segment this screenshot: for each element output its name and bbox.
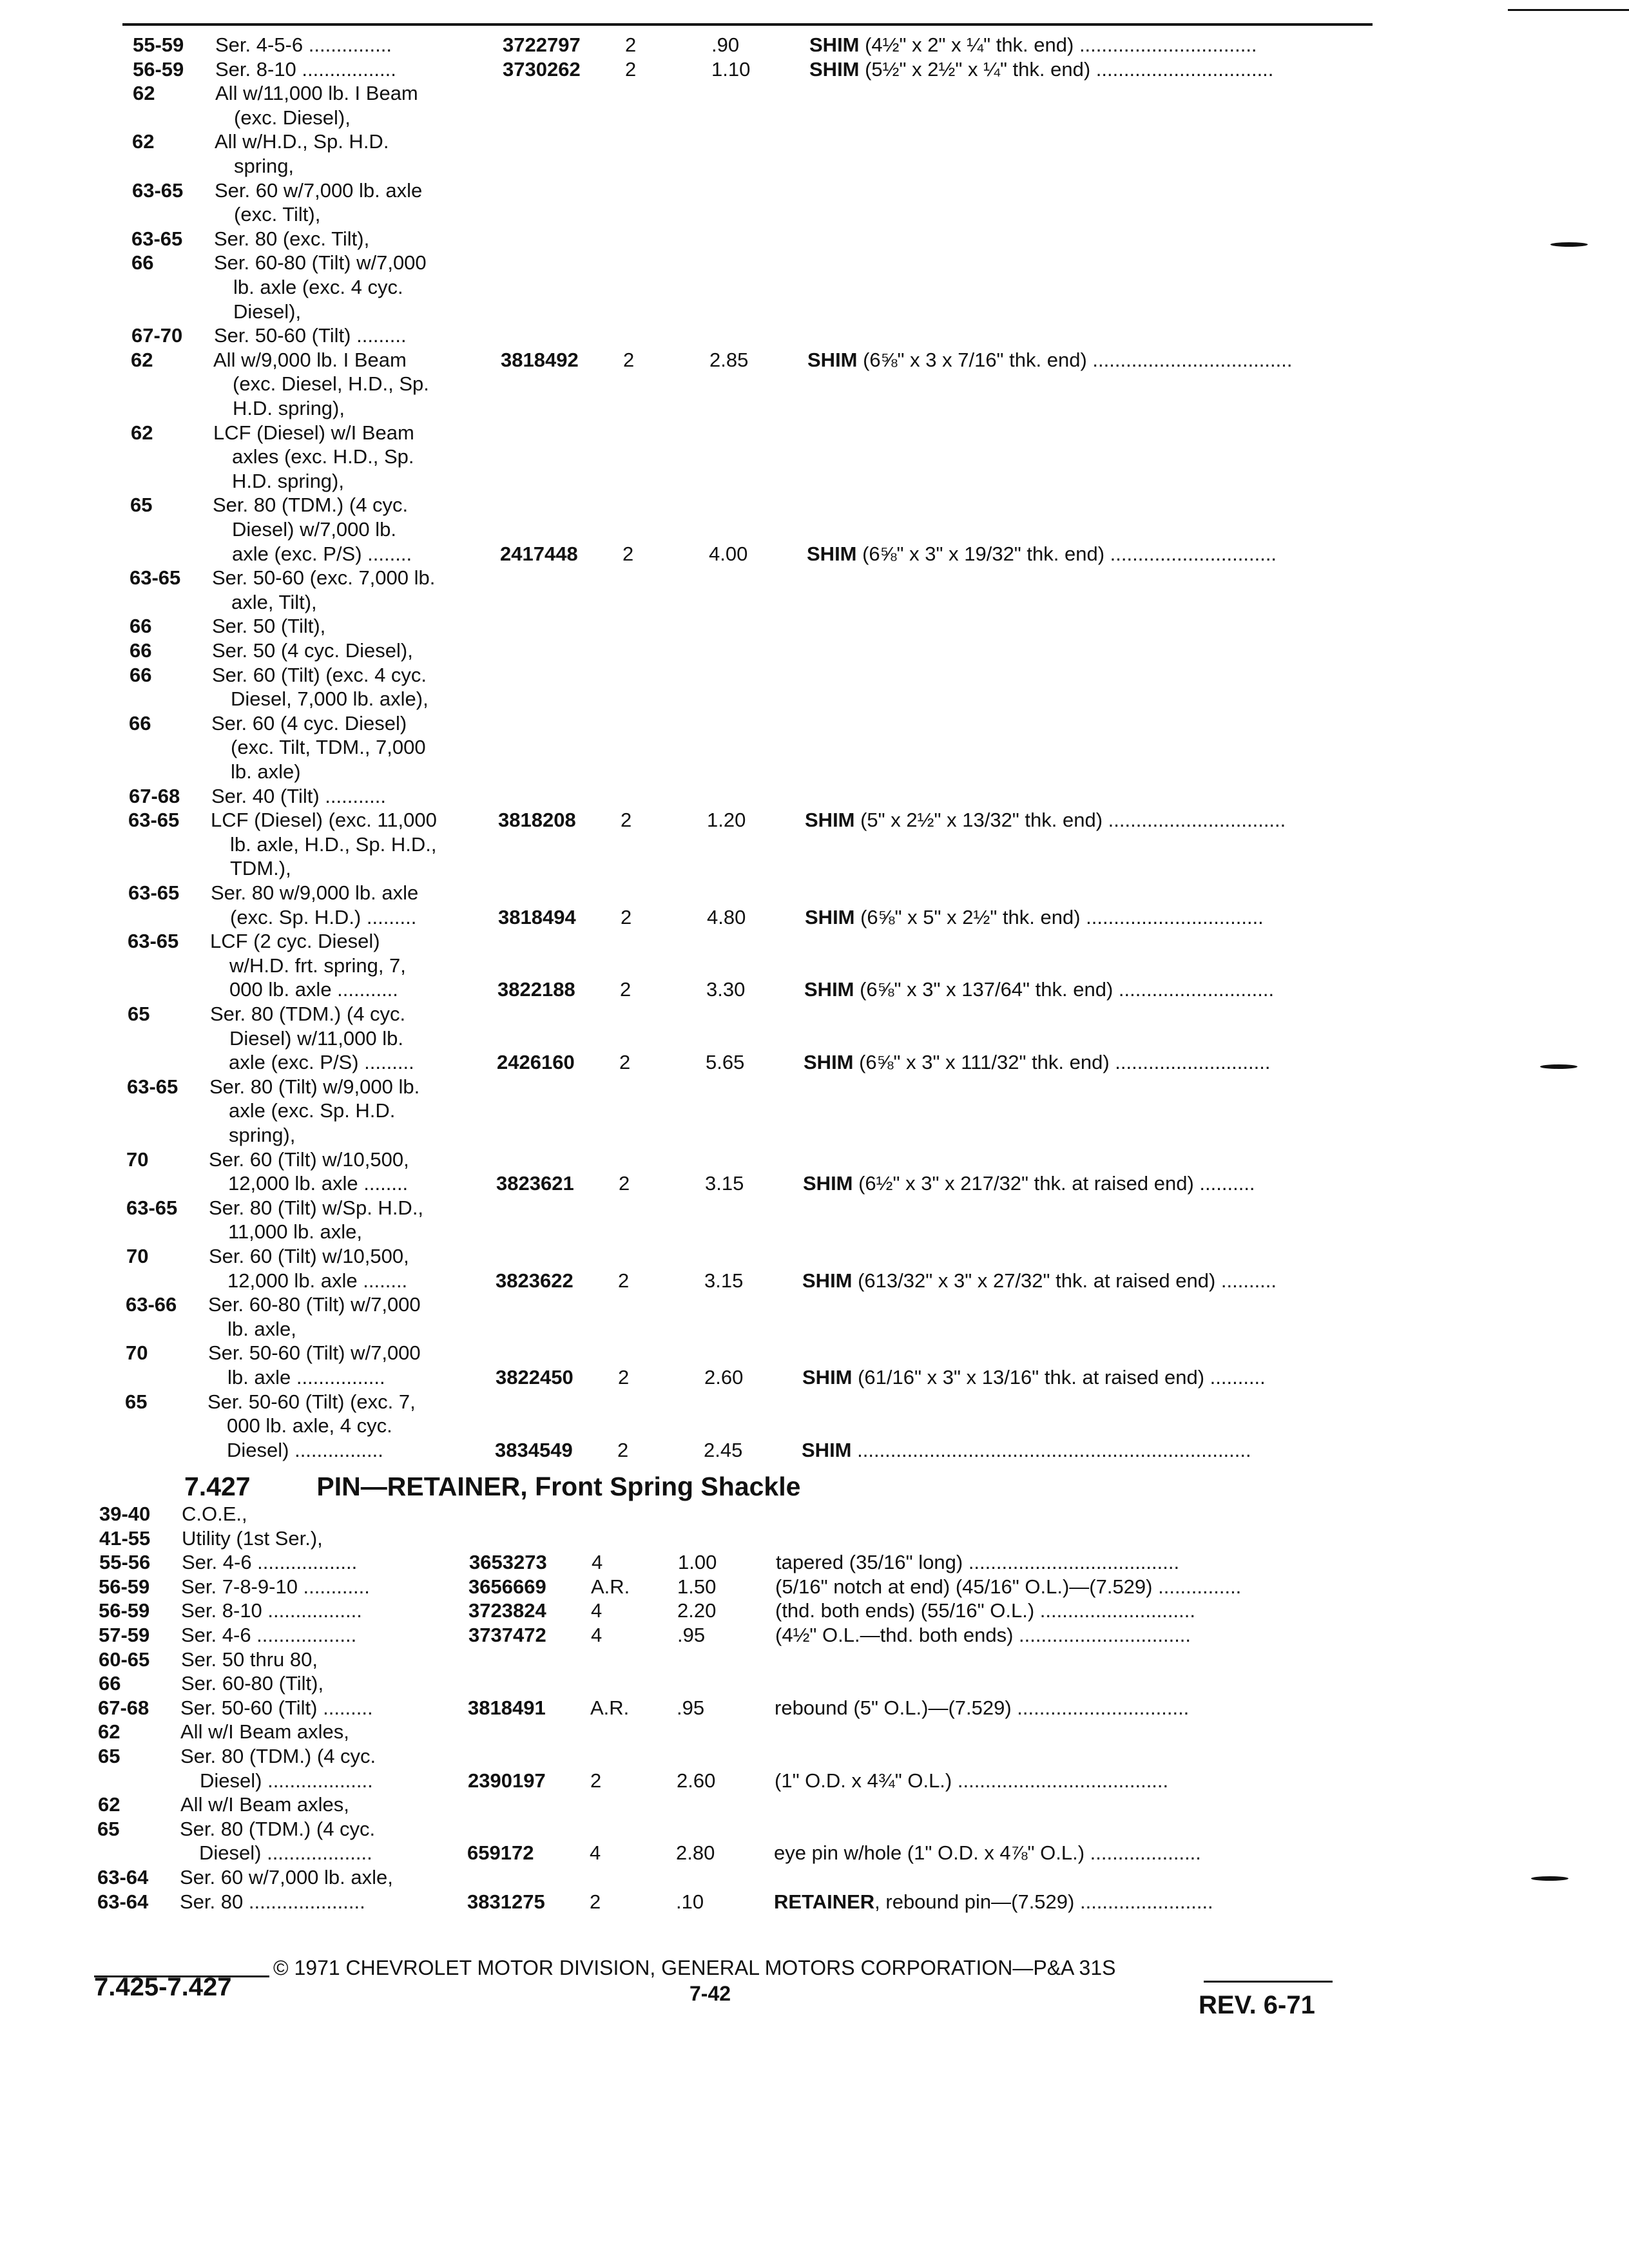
model-applicability: Diesel) w/7,000 lb. (232, 518, 397, 541)
model-applicability: axle (exc. Sp. H.D. (229, 1099, 396, 1122)
footer-right-rule (1204, 1981, 1333, 1983)
model-applicability: Ser. 80 w/9,000 lb. axle (211, 881, 419, 904)
model-applicability: lb. axle ................ (227, 1366, 385, 1389)
model-applicability: lb. axle, H.D., Sp. H.D., (230, 832, 437, 856)
section-heading (184, 1472, 800, 1502)
model-applicability: Ser. 60 (4 cyc. Diesel) (211, 711, 407, 735)
model-applicability: Ser. 50 (Tilt), (212, 615, 326, 638)
model-applicability: Ser. 60-80 (Tilt), (181, 1672, 324, 1695)
model-applicability: LCF (Diesel) (exc. 11,000 (211, 809, 437, 832)
model-year: 66 (131, 251, 154, 274)
quantity: 2 (622, 542, 634, 565)
model-applicability: (exc. Tilt), (234, 203, 321, 226)
model-year: 65 (128, 1003, 150, 1025)
model-applicability: All w/11,000 lb. I Beam (215, 82, 418, 105)
model-applicability: C.O.E., (182, 1503, 247, 1525)
price: 5.65 (706, 1051, 745, 1074)
model-year: 63-64 (97, 1866, 149, 1888)
model-applicability: 000 lb. axle ........... (229, 978, 398, 1001)
model-year: 66 (129, 711, 151, 735)
model-applicability: Ser. 8-10 ................. (181, 1599, 362, 1622)
part-number: 3722797 (503, 34, 581, 56)
part-number: 3818494 (498, 905, 576, 928)
part-number: 3831275 (467, 1890, 545, 1913)
price: 2.80 (676, 1841, 715, 1865)
model-applicability: Ser. 80 ..................... (180, 1890, 365, 1913)
quantity: 2 (623, 348, 635, 371)
model-applicability: All w/9,000 lb. I Beam (213, 348, 407, 371)
model-year: 56-59 (99, 1599, 150, 1622)
part-number: 3730262 (503, 57, 581, 81)
quantity: 2 (621, 809, 632, 832)
part-description: SHIM (61/16" x 3" x 13/16" thk. at raised end) .......... (802, 1366, 1266, 1389)
model-applicability: lb. axle (exc. 4 cyc. (233, 276, 403, 298)
part-number: 3656669 (468, 1575, 546, 1598)
part-number: 3737472 (468, 1624, 546, 1646)
part-description: SHIM (6½" x 3" x 217/32" thk. at raised end) .......... (803, 1172, 1255, 1195)
model-applicability: Ser. 7-8-9-10 ............ (181, 1575, 370, 1598)
part-number: 659172 (467, 1841, 534, 1865)
model-applicability: Ser. 60-80 (Tilt) w/7,000 (208, 1293, 421, 1316)
model-applicability: (exc. Sp. H.D.) ......... (230, 905, 417, 928)
model-applicability: All w/I Beam axles, (180, 1793, 349, 1816)
model-year: 39-40 (99, 1503, 151, 1525)
quantity: 2 (618, 1269, 630, 1292)
quantity: 2 (617, 1438, 629, 1461)
model-applicability: Diesel) ................ (227, 1438, 383, 1461)
model-year: 63-65 (128, 809, 180, 832)
model-applicability: All w/H.D., Sp. H.D. (215, 130, 389, 153)
top-rule (122, 23, 1373, 26)
price: 1.10 (711, 57, 751, 81)
quantity: A.R. (590, 1696, 630, 1719)
model-applicability: Ser. 50-60 (Tilt) ......... (214, 324, 407, 347)
model-applicability: TDM.), (230, 857, 291, 880)
part-number: 2426160 (497, 1051, 575, 1074)
model-year: 66 (99, 1672, 121, 1695)
model-applicability: Ser. 50-60 (exc. 7,000 lb. (212, 566, 436, 590)
part-description: SHIM (6⅝" x 3" x 137/64" thk. end) ............................ (804, 978, 1275, 1001)
quantity: 4 (591, 1599, 602, 1622)
price: 2.60 (704, 1366, 744, 1389)
model-applicability: Ser. 60 (Tilt) (exc. 4 cyc. (212, 663, 427, 686)
price: .90 (711, 34, 740, 56)
model-year: 55-59 (133, 34, 184, 56)
footer-revision: REV. 6-71 (1199, 1991, 1315, 2019)
model-year: 60-65 (99, 1648, 150, 1671)
model-applicability: (exc. Tilt, TDM., 7,000 (231, 736, 426, 759)
model-applicability: 12,000 lb. axle ........ (228, 1172, 409, 1195)
part-description: SHIM (6⅝" x 3" x 111/32" thk. end) ............................ (804, 1051, 1271, 1074)
price: 2.20 (677, 1599, 717, 1622)
part-description: SHIM (6⅝" x 5" x 2½" thk. end) ................................ (805, 905, 1264, 928)
model-applicability: axle, Tilt), (231, 590, 317, 613)
model-year: 67-68 (98, 1696, 149, 1719)
footer-copyright: © 1971 CHEVROLET MOTOR DIVISION, GENERAL MOTORS CORPORATION—P&A 31S (273, 1956, 1116, 1979)
model-applicability: LCF (Diesel) w/I Beam (213, 421, 414, 444)
model-applicability: lb. axle, (227, 1317, 296, 1340)
price: 1.20 (707, 809, 746, 832)
model-applicability: Ser. 4-5-6 ............... (215, 34, 392, 56)
model-year: 70 (126, 1245, 149, 1267)
model-applicability: All w/I Beam axles, (180, 1720, 349, 1744)
part-number: 3822450 (496, 1366, 574, 1389)
model-applicability: Ser. 60-80 (Tilt) w/7,000 (214, 251, 427, 274)
model-applicability: Ser. 4-6 .................. (181, 1624, 357, 1646)
model-year: 62 (98, 1793, 120, 1816)
model-year: 63-65 (128, 881, 180, 904)
model-year: 41-55 (99, 1526, 151, 1550)
model-year: 65 (130, 494, 153, 517)
part-description: SHIM (613/32" x 3" x 27/32" thk. at raised end) .......... (802, 1269, 1277, 1292)
model-year: 57-59 (99, 1624, 150, 1646)
model-year: 65 (98, 1745, 120, 1767)
model-year: 65 (125, 1390, 148, 1413)
model-year: 62 (133, 82, 155, 105)
price: .95 (677, 1696, 705, 1719)
price: 1.50 (677, 1575, 717, 1598)
model-year: 62 (131, 421, 153, 444)
part-description: tapered (35/16" long) ...................................... (776, 1551, 1180, 1574)
part-description: SHIM (5" x 2½" x 13/32" thk. end) ................................ (805, 809, 1286, 832)
model-applicability: Ser. 50-60 (Tilt) w/7,000 (208, 1341, 421, 1365)
model-applicability: Ser. 80 (exc. Tilt), (214, 227, 370, 250)
top-right-rule (1508, 9, 1629, 11)
price: 2.60 (677, 1769, 716, 1792)
model-applicability: Ser. 50 (4 cyc. Diesel), (212, 639, 413, 662)
price: .10 (676, 1890, 704, 1913)
model-year: 66 (130, 639, 152, 662)
price: 1.00 (678, 1551, 717, 1574)
model-applicability: (exc. Diesel), (234, 106, 351, 129)
binding-mark (1540, 1064, 1577, 1069)
part-description: SHIM (5½" x 2½" x ¼" thk. end) ................................ (809, 57, 1274, 81)
model-applicability: Diesel) w/11,000 lb. (229, 1026, 403, 1050)
model-applicability: lb. axle) (231, 760, 301, 783)
model-applicability: Diesel) ................... (200, 1769, 373, 1792)
model-year: 63-65 (130, 566, 181, 590)
model-year: 55-56 (99, 1551, 151, 1574)
model-year: 70 (126, 1341, 148, 1365)
model-year: 63-66 (126, 1293, 177, 1316)
model-year: 66 (130, 663, 152, 686)
model-applicability: Diesel, 7,000 lb. axle), (231, 687, 429, 711)
price: 4.80 (707, 905, 746, 928)
quantity: 2 (620, 978, 631, 1001)
quantity: 2 (619, 1051, 631, 1074)
quantity: A.R. (591, 1575, 630, 1598)
part-description: eye pin w/hole (1" O.D. x 4⅞" O.L.) .................... (774, 1841, 1201, 1865)
quantity: 2 (625, 34, 637, 56)
model-year: 66 (130, 615, 152, 638)
model-applicability: LCF (2 cyc. Diesel) (210, 930, 380, 953)
part-description: SHIM (6⅝" x 3 x 7/16" thk. end) .................................... (807, 348, 1293, 371)
model-year: 62 (131, 348, 153, 371)
part-description: (4½" O.L.—thd. both ends) ............................... (775, 1624, 1191, 1646)
model-applicability: 000 lb. axle, 4 cyc. (227, 1414, 392, 1437)
part-description: SHIM (6⅝" x 3" x 19/32" thk. end) .............................. (807, 542, 1277, 565)
part-description: rebound (5" O.L.)—(7.529) ............................... (775, 1696, 1190, 1719)
quantity: 2 (618, 1366, 630, 1389)
part-number: 2417448 (500, 542, 578, 565)
model-year: 65 (97, 1817, 120, 1840)
model-applicability: Utility (1st Ser.), (182, 1526, 323, 1550)
quantity: 4 (591, 1624, 602, 1646)
model-applicability: Ser. 80 (TDM.) (4 cyc. (210, 1003, 406, 1025)
model-applicability: Ser. 80 (TDM.) (4 cyc. (180, 1745, 376, 1767)
model-year: 62 (132, 130, 155, 153)
model-applicability: (exc. Diesel, H.D., Sp. (233, 372, 429, 396)
section-title: PIN—RETAINER, Front Spring Shackle (316, 1472, 801, 1501)
part-number: 3818492 (501, 348, 579, 371)
model-applicability: Ser. 50 thru 80, (181, 1648, 318, 1671)
part-number: 3723824 (468, 1599, 546, 1622)
binding-mark (1550, 242, 1588, 247)
model-year: 63-65 (128, 930, 179, 953)
model-applicability: Ser. 80 (TDM.) (4 cyc. (213, 494, 409, 517)
part-description: (thd. both ends) (55/16" O.L.) ............................ (775, 1599, 1195, 1622)
part-number: 3653273 (469, 1551, 547, 1574)
model-year: 70 (126, 1148, 149, 1171)
model-applicability: Ser. 40 (Tilt) ........... (211, 784, 387, 807)
part-description: SHIM (4½" x 2" x ¼" thk. end) ................................ (809, 34, 1257, 56)
model-applicability: spring, (234, 155, 294, 177)
model-applicability: axle (exc. P/S) ........ (232, 542, 412, 565)
model-applicability: Ser. 60 w/7,000 lb. axle (215, 178, 423, 202)
part-description: (5/16" notch at end) (45/16" O.L.)—(7.529) ............... (775, 1575, 1242, 1598)
quantity: 4 (590, 1841, 601, 1865)
model-applicability: Ser. 8-10 ................. (215, 57, 396, 81)
part-number: 3823622 (496, 1269, 574, 1292)
model-year: 56-59 (133, 57, 184, 81)
part-number: 3818208 (498, 809, 576, 832)
part-description: SHIM ....................................................................... (802, 1438, 1251, 1461)
quantity: 2 (621, 905, 632, 928)
section-number: 7.427 (184, 1472, 251, 1501)
model-applicability: 12,000 lb. axle ........ (227, 1269, 408, 1292)
model-year: 63-65 (132, 178, 184, 202)
price: 3.30 (706, 978, 746, 1001)
quantity: 2 (590, 1890, 601, 1913)
price: 2.45 (704, 1438, 743, 1461)
model-year: 67-68 (129, 784, 180, 807)
quantity: 4 (592, 1551, 603, 1574)
price: 3.15 (704, 1269, 744, 1292)
part-number: 3823621 (496, 1172, 574, 1195)
part-number: 3822188 (497, 978, 575, 1001)
footer-page-number: 7-42 (689, 1982, 731, 2005)
quantity: 2 (590, 1769, 602, 1792)
model-applicability: axle (exc. P/S) ......... (229, 1051, 414, 1074)
model-year: 63-65 (131, 227, 183, 250)
binding-mark (1531, 1876, 1568, 1881)
model-year: 62 (98, 1720, 120, 1744)
model-applicability: spring), (229, 1124, 296, 1146)
model-applicability: Ser. 60 (Tilt) w/10,500, (209, 1148, 409, 1171)
model-year: 56-59 (99, 1575, 150, 1598)
part-number: 2390197 (468, 1769, 546, 1792)
model-year: 63-64 (97, 1890, 149, 1913)
model-year: 67-70 (131, 324, 183, 347)
model-applicability: Ser. 80 (Tilt) w/9,000 lb. (209, 1075, 420, 1098)
model-applicability: Diesel) ................... (199, 1841, 372, 1865)
price: 3.15 (705, 1172, 744, 1195)
model-applicability: Diesel), (233, 300, 302, 323)
model-applicability: H.D. spring), (232, 469, 344, 492)
model-applicability: Ser. 80 (TDM.) (4 cyc. (180, 1817, 376, 1840)
model-applicability: 11,000 lb. axle, (228, 1220, 362, 1244)
model-year: 63-65 (126, 1196, 178, 1219)
model-applicability: Ser. 60 w/7,000 lb. axle, (180, 1866, 393, 1888)
model-applicability: Ser. 50-60 (Tilt) (exc. 7, (207, 1390, 416, 1413)
part-number: 3834549 (495, 1438, 573, 1461)
price: 4.00 (709, 542, 748, 565)
footer-range: 7.425-7.427 (94, 1973, 232, 2001)
part-description: RETAINER, rebound pin—(7.529) ........................ (774, 1890, 1213, 1913)
model-applicability: Ser. 50-60 (Tilt) ......... (180, 1696, 373, 1719)
model-applicability: Ser. 4-6 .................. (182, 1551, 358, 1574)
quantity: 2 (625, 57, 637, 81)
price: 2.85 (709, 348, 749, 371)
model-applicability: axles (exc. H.D., Sp. (232, 445, 414, 468)
quantity: 2 (619, 1172, 630, 1195)
part-description: (1" O.D. x 4¾" O.L.) ...................................... (775, 1769, 1169, 1792)
price: .95 (677, 1624, 706, 1646)
part-number: 3818491 (468, 1696, 546, 1719)
model-applicability: Ser. 60 (Tilt) w/10,500, (209, 1245, 409, 1267)
model-year: 63-65 (127, 1075, 178, 1098)
model-applicability: H.D. spring), (233, 397, 345, 419)
model-applicability: Ser. 80 (Tilt) w/Sp. H.D., (209, 1196, 424, 1219)
model-applicability: w/H.D. frt. spring, 7, (229, 954, 406, 977)
